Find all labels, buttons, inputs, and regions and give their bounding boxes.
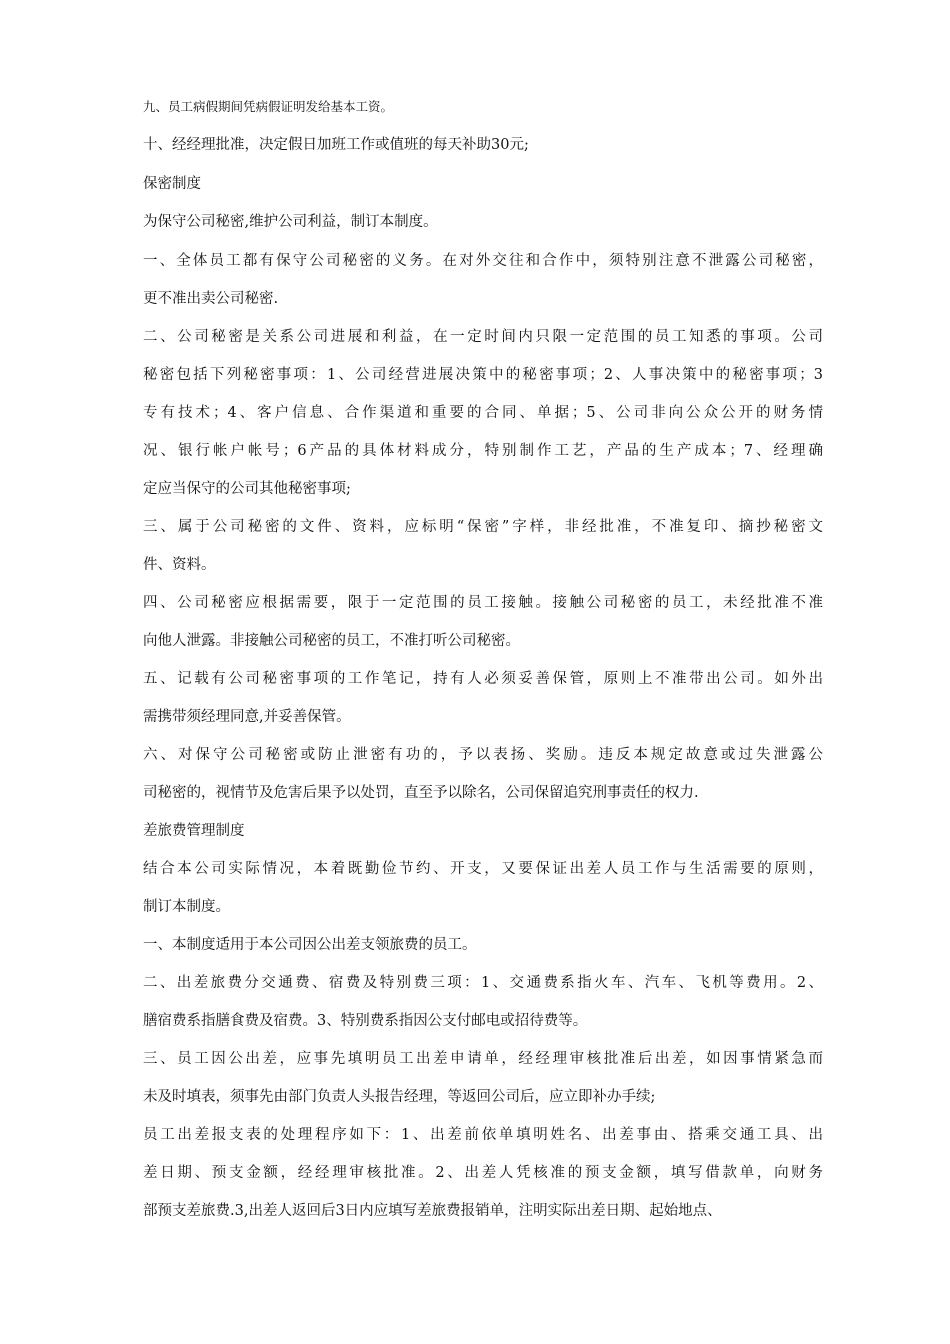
document-line: 六、对保守公司秘密或防止泄密有功的，予以表扬、奖励。违反本规定故意或过失泄露公 xyxy=(143,747,823,763)
document-line: 九、员工病假期间凭病假证明发给基本工资。 xyxy=(143,99,394,114)
document-line: 一、本制度适用于本公司因公出差支领旅费的员工。 xyxy=(143,937,477,953)
section-heading: 差旅费管理制度 xyxy=(143,823,245,839)
document-line: 一、全体员工都有保守公司秘密的义务。在对外交往和合作中，须特别注意不泄露公司秘密， xyxy=(143,253,823,269)
document-line: 司秘密的，视情节及危害后果予以处罚，直至予以除名，公司保留追究刑事责任的权力. xyxy=(143,785,699,801)
document-line: 四、公司秘密应根据需要，限于一定范围的员工接触。接触公司秘密的员工，未经批准不准 xyxy=(143,595,823,611)
document-line: 需携带须经理同意,并妥善保管。 xyxy=(143,709,351,725)
document-line: 三、属于公司秘密的文件、资料，应标明“保密”字样，非经批准，不准复印、摘抄秘密文 xyxy=(143,519,823,535)
document-line: 二、出差旅费分交通费、宿费及特别费三项：1、交通费系指火车、汽车、飞机等费用。2、 xyxy=(143,975,823,991)
document-line: 更不准出卖公司秘密. xyxy=(143,291,279,307)
document-line: 为保守公司秘密,维护公司利益，制订本制度。 xyxy=(143,214,438,230)
document-line: 况、银行帐户帐号；6产品的具体材料成分，特别制作工艺，产品的生产成本；7、经理确 xyxy=(143,443,823,459)
document-line: 三、员工因公出差，应事先填明员工出差申请单，经经理审核批准后出差，如因事情紧急而 xyxy=(143,1051,823,1067)
document-line: 结合本公司实际情况，本着既勤俭节约、开支，又要保证出差人员工作与生活需要的原则， xyxy=(143,861,823,877)
document-line: 专有技术；4、客户信息、合作渠道和重要的合同、单据；5、公司非向公众公开的财务情 xyxy=(143,405,823,421)
document-line: 十、经经理批准，决定假日加班工作或值班的每天补助30元; xyxy=(143,137,529,153)
document-line: 员工出差报支表的处理程序如下：1、出差前依单填明姓名、出差事由、搭乘交通工具、出 xyxy=(143,1127,823,1143)
document-line: 制订本制度。 xyxy=(143,899,230,915)
document-line: 向他人泄露。非接触公司秘密的员工，不准打听公司秘密。 xyxy=(143,633,520,649)
document-line: 部预支差旅费.3,出差人返回后3日内应填写差旅费报销单，注明实际出差日期、起始地点、 xyxy=(143,1203,722,1219)
document-line: 二、公司秘密是关系公司进展和利益，在一定时间内只限一定范围的员工知悉的事项。公司 xyxy=(143,329,823,345)
document-line: 未及时填表，须事先由部门负责人头报告经理，等返回公司后，应立即补办手续; xyxy=(143,1089,656,1105)
document-line: 五、记载有公司秘密事项的工作笔记，持有人必须妥善保管，原则上不准带出公司。如外出 xyxy=(143,671,823,687)
document-line: 件、资料。 xyxy=(143,557,216,573)
document-line: 秘密包括下列秘密事项：1、公司经营进展决策中的秘密事项；2、人事决策中的秘密事项；3 xyxy=(143,367,823,383)
document-line: 膳宿费系指膳食费及宿费。3、特别费系指因公支付邮电或招待费等。 xyxy=(143,1013,588,1029)
section-heading: 保密制度 xyxy=(143,176,201,192)
document-line: 差日期、预支金额，经经理审核批准。2、出差人凭核准的预支金额，填写借款单，向财务 xyxy=(143,1165,823,1181)
document-line: 定应当保守的公司其他秘密事项; xyxy=(143,481,351,497)
